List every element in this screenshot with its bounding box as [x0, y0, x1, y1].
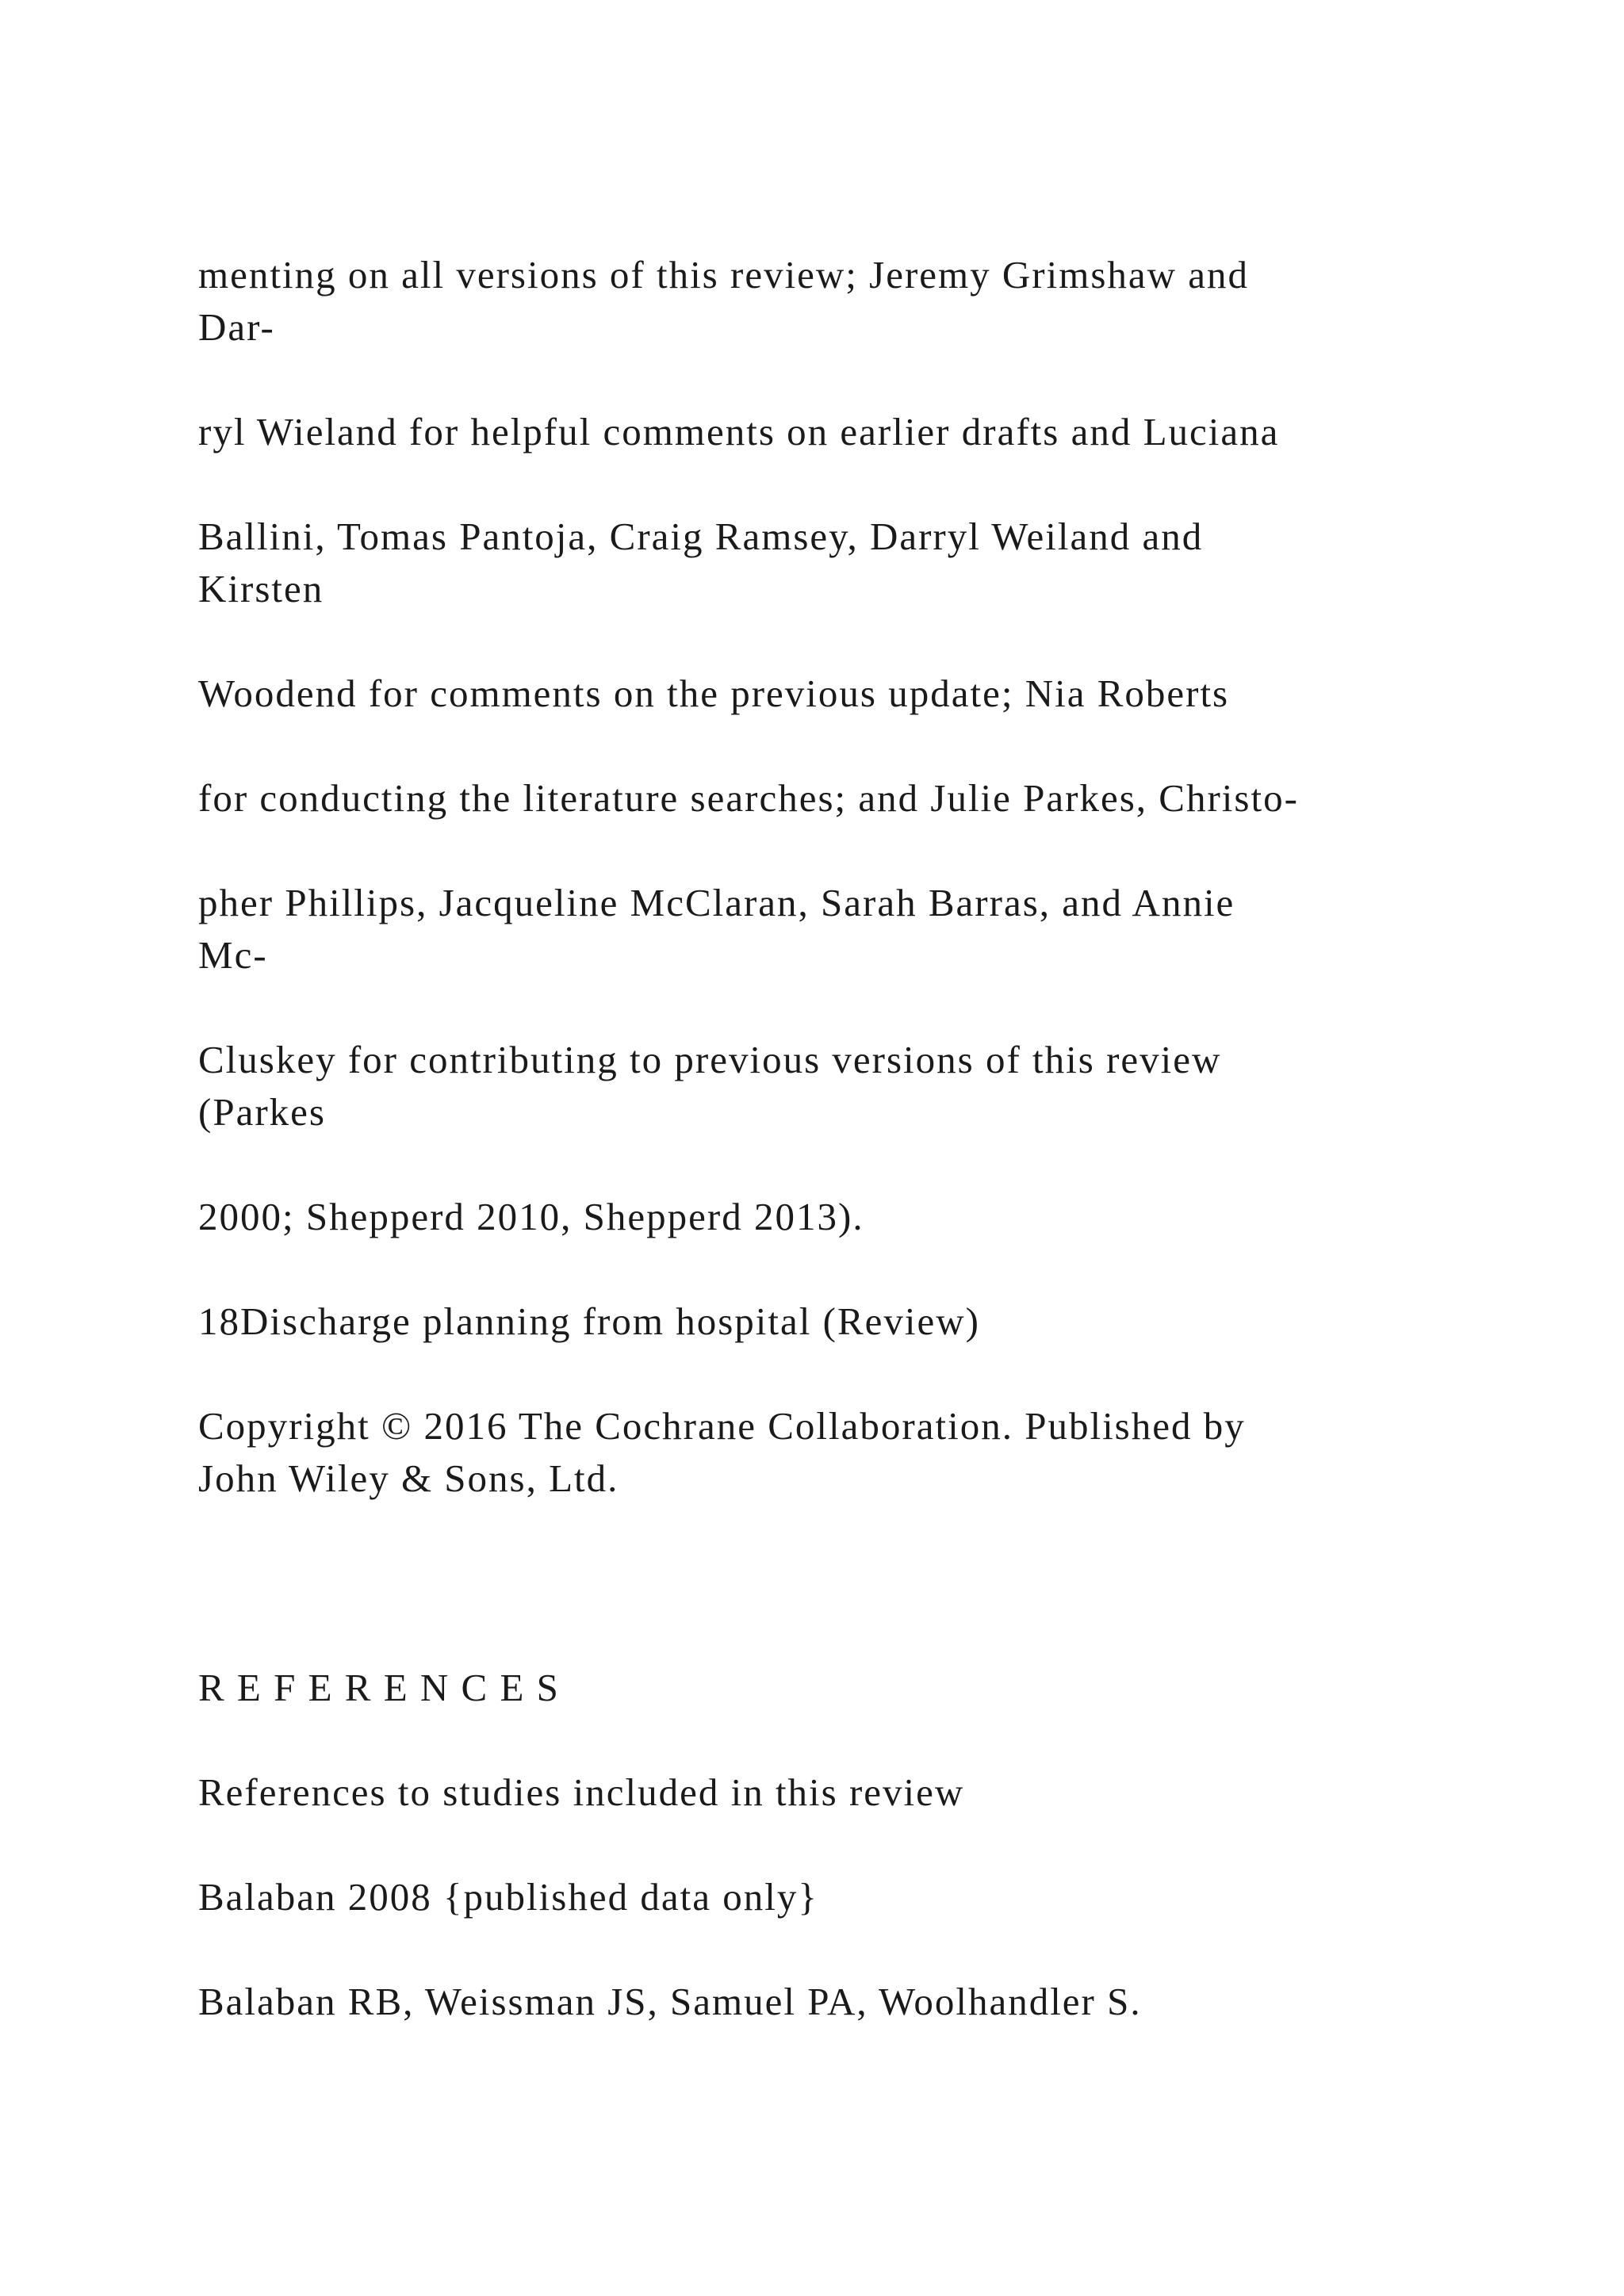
- acknowledgements-line-2: ryl Wieland for helpful comments on earlier drafts and Luciana: [198, 410, 1280, 453]
- acknowledgements-line-6: pher Phillips, Jacqueline McClaran, Sarah Barras, and Annie Mc-: [198, 881, 1235, 977]
- references-subheading: References to studies included in this review: [198, 1770, 965, 1814]
- acknowledgements-line-1: menting on all versions of this review; Jeremy Grimshaw and Dar-: [198, 253, 1250, 349]
- acknowledgements-line-8: 2000; Shepperd 2010, Shepperd 2013).: [198, 1195, 864, 1238]
- acknowledgements-line-4: Woodend for comments on the previous update; Nia Roberts: [198, 672, 1230, 715]
- acknowledgements-line-3: Ballini, Tomas Pantoja, Craig Ramsey, Darryl Weiland and Kirsten: [198, 515, 1204, 610]
- copyright-notice: Copyright © 2016 The Cochrane Collaboration. Published by John Wiley & Sons, Ltd.: [198, 1404, 1246, 1500]
- acknowledgements-line-5: for conducting the literature searches; and Julie Parkes, Christo-: [198, 776, 1299, 820]
- acknowledgements-line-7: Cluskey for contributing to previous versions of this review (Parkes: [198, 1038, 1222, 1134]
- reference-entry-authors: Balaban RB, Weissman JS, Samuel PA, Woolhandler S.: [198, 1980, 1142, 2023]
- references-heading: R E F E R E N C E S: [198, 1666, 560, 1709]
- reference-entry-title: Balaban 2008 {published data only}: [198, 1875, 818, 1919]
- page-footer-title: 18Discharge planning from hospital (Review): [198, 1299, 980, 1343]
